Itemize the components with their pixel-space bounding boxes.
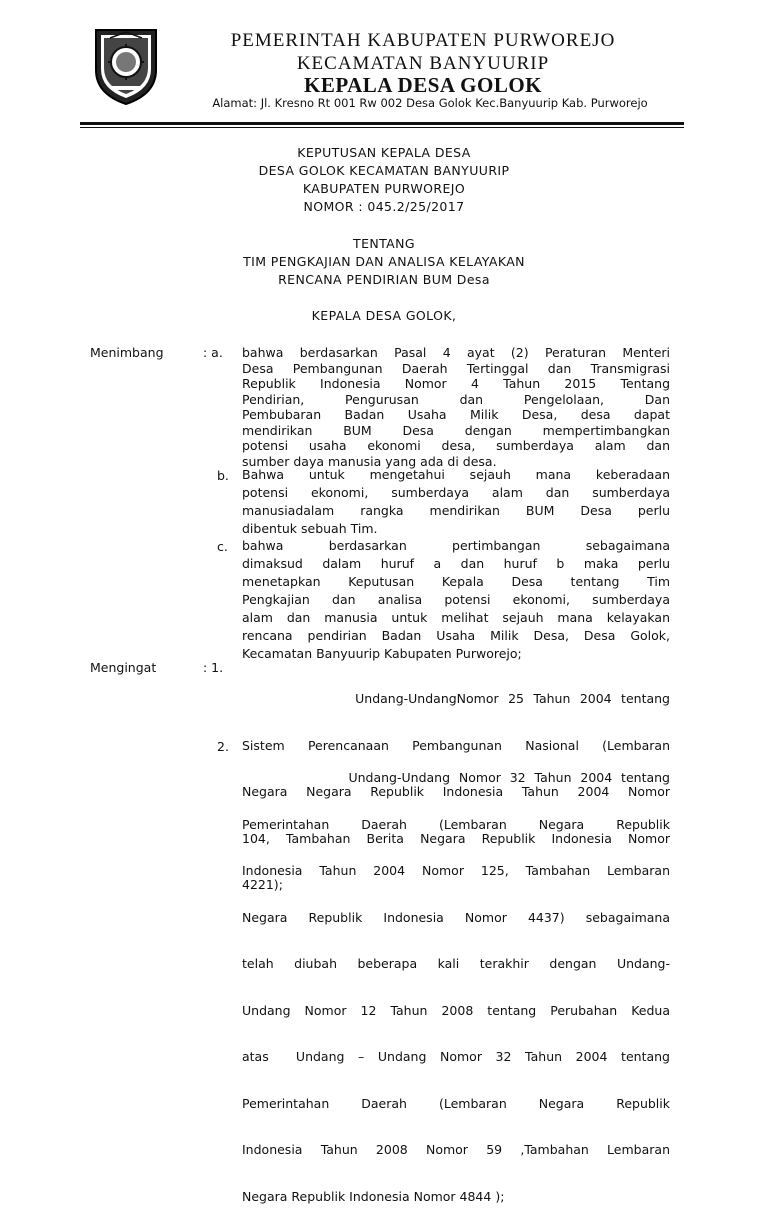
decree-village: DESA GOLOK KECAMATAN BANYUURIP bbox=[258, 163, 510, 178]
text-line: potensi ekonomi, sumberdaya alam dan sumberdaya bbox=[242, 485, 670, 500]
considering-point-b-marker: b. bbox=[217, 468, 229, 483]
text-line: Pemerintahan Daerah (Lembaran Negara Republik bbox=[242, 816, 670, 832]
text-line: mendirikan BUM Desa dengan mempertimbangkan bbox=[242, 422, 670, 438]
decree-number: NOMOR : 045.2/25/2017 bbox=[303, 199, 465, 214]
text-line: Pemerintahan Daerah (Lembaran Negara Republik bbox=[242, 1095, 670, 1111]
about-heading: TENTANG bbox=[353, 236, 415, 251]
district-name: KECAMATAN BANYUURIP bbox=[296, 53, 550, 74]
considering-label: Menimbang bbox=[90, 345, 164, 360]
considering-point-c-marker: c. bbox=[217, 539, 228, 554]
regency-emblem bbox=[90, 24, 162, 106]
recalling-point-2-marker: 2. bbox=[217, 739, 229, 754]
recalling-point-1-marker: : 1. bbox=[203, 660, 224, 675]
text-line: Undang-UndangNomor 25 Tahun 2004 tentang bbox=[242, 691, 670, 706]
text-line: dimaksud dalam huruf a dan huruf b maka perlu bbox=[242, 556, 670, 571]
text-line: 4221); bbox=[242, 877, 283, 892]
header-divider-thin bbox=[80, 127, 684, 128]
text-line: Negara Republik Indonesia Nomor 4844 ); bbox=[242, 1188, 505, 1204]
text-line: rencana pendirian Badan Usaha Milik Desa, Desa Golok, bbox=[242, 628, 670, 643]
decree-regency: KABUPATEN PURWOREJO bbox=[302, 181, 466, 196]
office-address: Alamat: Jl. Kresno Rt 001 Rw 002 Desa Golok Kec.Banyuurip Kab. Purworejo bbox=[212, 96, 648, 110]
text-line: Bahwa untuk mengetahui sejauh mana keberadaan bbox=[242, 467, 670, 482]
text-line: Negara Negara Republik Indonesia Tahun 2004 Nomor bbox=[242, 784, 670, 799]
text-line: Sistem Perencanaan Pembangunan Nasional (Lembaran bbox=[242, 737, 670, 753]
text-line: sumber daya manusia yang ada di desa. bbox=[242, 453, 497, 469]
text-line: atas Undang – Undang Nomor 32 Tahun 2004 tentang bbox=[242, 1049, 670, 1064]
considering-point-b bbox=[242, 466, 670, 538]
text-line: 104, Tambahan Berita Negara Republik Indonesia Nomor bbox=[242, 830, 670, 846]
text-line: Pendirian, Pengurusan dan Pengelolaan, Dan bbox=[242, 391, 670, 407]
text-line: menetapkan Keputusan Kepala Desa tentang Tim bbox=[242, 574, 670, 589]
text-line: Indonesia Tahun 2008 Nomor 59 ,Tambahan Lembaran bbox=[242, 1142, 670, 1157]
considering-point-a bbox=[242, 345, 670, 469]
text-line: bahwa berdasarkan pertimbangan sebagaimana bbox=[242, 538, 670, 553]
text-line: alam dan manusia untuk melihat sejauh mana kelayakan bbox=[242, 610, 670, 625]
text-line: manusiadalam rangka mendirikan BUM Desa perlu bbox=[242, 503, 670, 518]
text-line: Kecamatan Banyuurip Kabupaten Purworejo; bbox=[242, 646, 522, 661]
text-line: bahwa berdasarkan Pasal 4 ayat (2) Peraturan Menteri bbox=[242, 345, 670, 360]
government-name: PEMERINTAH KABUPATEN PURWOREJO bbox=[230, 30, 616, 51]
text-line: dibentuk sebuah Tim. bbox=[242, 521, 378, 536]
recalling-point-2 bbox=[242, 739, 670, 1220]
decree-title: KEPUTUSAN KEPALA DESA bbox=[297, 145, 471, 160]
text-line: Desa Pembangunan Daerah Tertinggal dan Transmigrasi bbox=[242, 360, 670, 376]
considering-point-c bbox=[242, 537, 670, 663]
text-line: telah diubah beberapa kali terakhir dengan Undang- bbox=[242, 956, 670, 971]
text-line: Undang-Undang Nomor 32 Tahun 2004 tentang bbox=[242, 770, 670, 785]
text-line: potensi usaha ekonomi desa, sumberdaya alam dan bbox=[242, 438, 670, 453]
text-line: Negara Republik Indonesia Nomor 4437) sebagaimana bbox=[242, 909, 670, 925]
header-divider-thick bbox=[80, 122, 684, 125]
subject-line2: RENCANA PENDIRIAN BUM Desa bbox=[278, 272, 490, 287]
text-line: Undang Nomor 12 Tahun 2008 tentang Perubahan Kedua bbox=[242, 1002, 670, 1018]
considering-point-a-marker: : a. bbox=[203, 345, 223, 360]
recalling-label: Mengingat bbox=[90, 660, 157, 675]
office-name: KEPALA DESA GOLOK bbox=[304, 73, 542, 97]
text-line: Republik Indonesia Nomor 4 Tahun 2015 Tentang bbox=[242, 376, 670, 391]
subject-line1: TIM PENGKAJIAN DAN ANALISA KELAYAKAN bbox=[243, 254, 525, 269]
text-line: Indonesia Tahun 2004 Nomor 125, Tambahan Lembaran bbox=[242, 863, 670, 878]
text-line: Pengkajian dan analisa potensi ekonomi, sumberdaya bbox=[242, 592, 670, 607]
issuer-heading: KEPALA DESA GOLOK, bbox=[311, 308, 457, 323]
text-line: Pembubaran Badan Usaha Milik Desa, desa dapat bbox=[242, 407, 670, 422]
